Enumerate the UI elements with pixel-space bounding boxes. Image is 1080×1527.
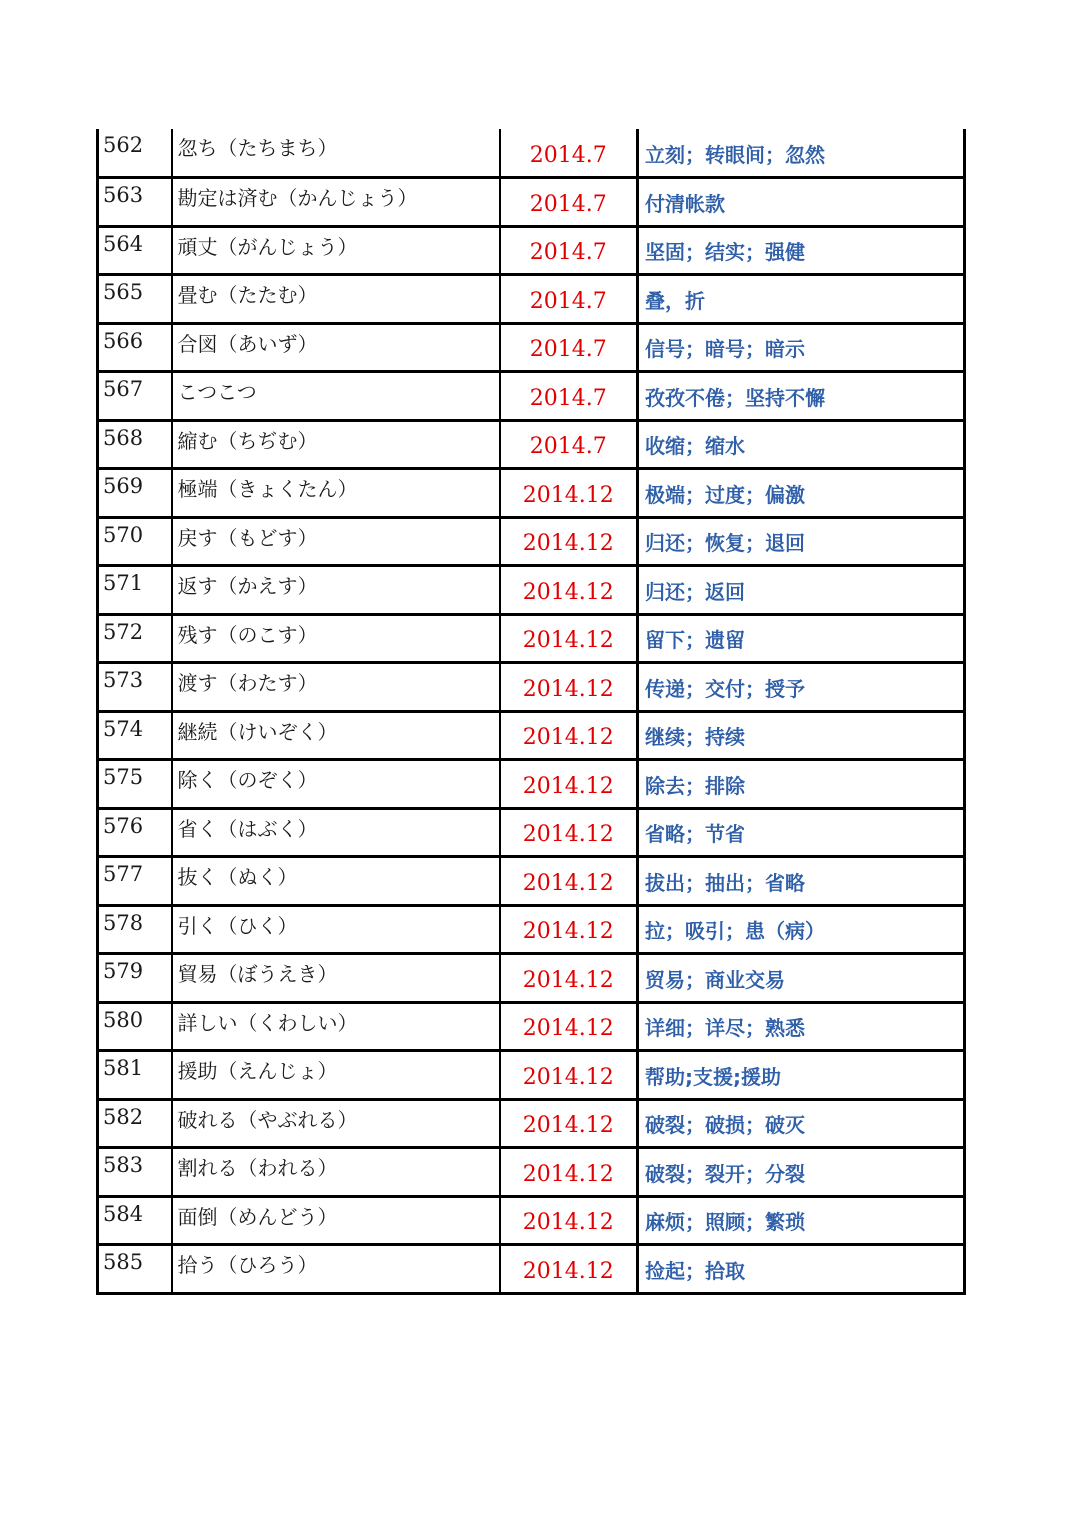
exam-date: 2014.7 (500, 129, 638, 178)
japanese-word: 面倒（めんどう） (172, 1196, 500, 1245)
entry-number: 571 (98, 566, 172, 615)
entry-number: 583 (98, 1148, 172, 1197)
exam-date: 2014.12 (500, 614, 638, 663)
entry-number: 563 (98, 178, 172, 227)
japanese-word: 抜く（ぬく） (172, 857, 500, 906)
chinese-meaning: 归还；恢复；退回 (638, 517, 965, 566)
table-row (98, 226, 965, 275)
table-row (98, 517, 965, 566)
exam-date: 2014.12 (500, 1051, 638, 1100)
entry-number: 576 (98, 808, 172, 857)
exam-date: 2014.12 (500, 1245, 638, 1294)
chinese-meaning: 继续；持续 (638, 711, 965, 760)
exam-date: 2014.12 (500, 711, 638, 760)
entry-number: 566 (98, 323, 172, 372)
japanese-word: 残す（のこす） (172, 614, 500, 663)
table-row (98, 1245, 965, 1294)
japanese-word: 継続（けいぞく） (172, 711, 500, 760)
entry-number: 582 (98, 1099, 172, 1148)
table-row (98, 857, 965, 906)
japanese-word: 忽ち（たちまち） (172, 129, 500, 178)
table-row (98, 760, 965, 809)
exam-date: 2014.12 (500, 808, 638, 857)
entry-number: 565 (98, 275, 172, 324)
table-row (98, 178, 965, 227)
exam-date: 2014.12 (500, 517, 638, 566)
vocab-table-body (98, 129, 965, 1293)
chinese-meaning: 麻烦；照顾；繁琐 (638, 1196, 965, 1245)
exam-date: 2014.12 (500, 1148, 638, 1197)
chinese-meaning: 省略；节省 (638, 808, 965, 857)
chinese-meaning: 立刻；转眼间；忽然 (638, 129, 965, 178)
chinese-meaning: 传递；交付；授予 (638, 663, 965, 712)
japanese-word: 引く（ひく） (172, 905, 500, 954)
chinese-meaning: 破裂；裂开；分裂 (638, 1148, 965, 1197)
japanese-word: 縮む（ちぢむ） (172, 420, 500, 469)
entry-number: 580 (98, 1002, 172, 1051)
table-row (98, 275, 965, 324)
japanese-word: 詳しい（くわしい） (172, 1002, 500, 1051)
chinese-meaning: 收缩；缩水 (638, 420, 965, 469)
chinese-meaning: 破裂；破损；破灭 (638, 1099, 965, 1148)
table-row (98, 1196, 965, 1245)
exam-date: 2014.12 (500, 954, 638, 1003)
chinese-meaning: 贸易；商业交易 (638, 954, 965, 1003)
entry-number: 585 (98, 1245, 172, 1294)
japanese-word: 極端（きょくたん） (172, 469, 500, 518)
chinese-meaning: 孜孜不倦；坚持不懈 (638, 372, 965, 421)
entry-number: 564 (98, 226, 172, 275)
vocab-table (96, 129, 966, 1295)
entry-number: 567 (98, 372, 172, 421)
exam-date: 2014.7 (500, 178, 638, 227)
japanese-word: 合図（あいず） (172, 323, 500, 372)
entry-number: 572 (98, 614, 172, 663)
japanese-word: 除く（のぞく） (172, 760, 500, 809)
entry-number: 574 (98, 711, 172, 760)
chinese-meaning: 拉；吸引；患（病） (638, 905, 965, 954)
japanese-word: こつこつ (172, 372, 500, 421)
japanese-word: 拾う（ひろう） (172, 1245, 500, 1294)
exam-date: 2014.7 (500, 226, 638, 275)
chinese-meaning: 留下；遗留 (638, 614, 965, 663)
exam-date: 2014.7 (500, 420, 638, 469)
exam-date: 2014.7 (500, 275, 638, 324)
table-row (98, 711, 965, 760)
exam-date: 2014.12 (500, 566, 638, 615)
japanese-word: 戻す（もどす） (172, 517, 500, 566)
table-row (98, 905, 965, 954)
chinese-meaning: 坚固；结实；强健 (638, 226, 965, 275)
entry-number: 568 (98, 420, 172, 469)
exam-date: 2014.12 (500, 905, 638, 954)
chinese-meaning: 极端；过度；偏激 (638, 469, 965, 518)
entry-number: 575 (98, 760, 172, 809)
table-row (98, 1051, 965, 1100)
japanese-word: 返す（かえす） (172, 566, 500, 615)
entry-number: 584 (98, 1196, 172, 1245)
table-row (98, 323, 965, 372)
japanese-word: 畳む（たたむ） (172, 275, 500, 324)
table-row (98, 129, 965, 178)
japanese-word: 援助（えんじょ） (172, 1051, 500, 1100)
japanese-word: 省く（はぶく） (172, 808, 500, 857)
entry-number: 581 (98, 1051, 172, 1100)
exam-date: 2014.12 (500, 1196, 638, 1245)
japanese-word: 破れる（やぶれる） (172, 1099, 500, 1148)
entry-number: 562 (98, 129, 172, 178)
japanese-word: 勘定は済む（かんじょう） (172, 178, 500, 227)
table-row (98, 1099, 965, 1148)
table-row (98, 372, 965, 421)
chinese-meaning: 付清帐款 (638, 178, 965, 227)
chinese-meaning: 详细；详尽；熟悉 (638, 1002, 965, 1051)
chinese-meaning: 拔出；抽出；省略 (638, 857, 965, 906)
japanese-word: 貿易（ぼうえき） (172, 954, 500, 1003)
exam-date: 2014.12 (500, 760, 638, 809)
chinese-meaning: 信号；暗号；暗示 (638, 323, 965, 372)
table-row (98, 566, 965, 615)
exam-date: 2014.12 (500, 469, 638, 518)
table-row (98, 469, 965, 518)
exam-date: 2014.12 (500, 1002, 638, 1051)
table-row (98, 420, 965, 469)
entry-number: 573 (98, 663, 172, 712)
entry-number: 577 (98, 857, 172, 906)
chinese-meaning: 叠，折 (638, 275, 965, 324)
japanese-word: 頑丈（がんじょう） (172, 226, 500, 275)
entry-number: 578 (98, 905, 172, 954)
table-row (98, 614, 965, 663)
entry-number: 570 (98, 517, 172, 566)
table-row (98, 1002, 965, 1051)
table-row (98, 663, 965, 712)
table-row (98, 808, 965, 857)
exam-date: 2014.12 (500, 1099, 638, 1148)
chinese-meaning: 除去；排除 (638, 760, 965, 809)
japanese-word: 割れる（われる） (172, 1148, 500, 1197)
chinese-meaning: 归还；返回 (638, 566, 965, 615)
exam-date: 2014.12 (500, 857, 638, 906)
exam-date: 2014.7 (500, 372, 638, 421)
exam-date: 2014.7 (500, 323, 638, 372)
entry-number: 569 (98, 469, 172, 518)
table-row (98, 954, 965, 1003)
exam-date: 2014.12 (500, 663, 638, 712)
japanese-word: 渡す（わたす） (172, 663, 500, 712)
chinese-meaning: 捡起；拾取 (638, 1245, 965, 1294)
table-row (98, 1148, 965, 1197)
entry-number: 579 (98, 954, 172, 1003)
chinese-meaning: 帮助;支援;援助 (638, 1051, 965, 1100)
